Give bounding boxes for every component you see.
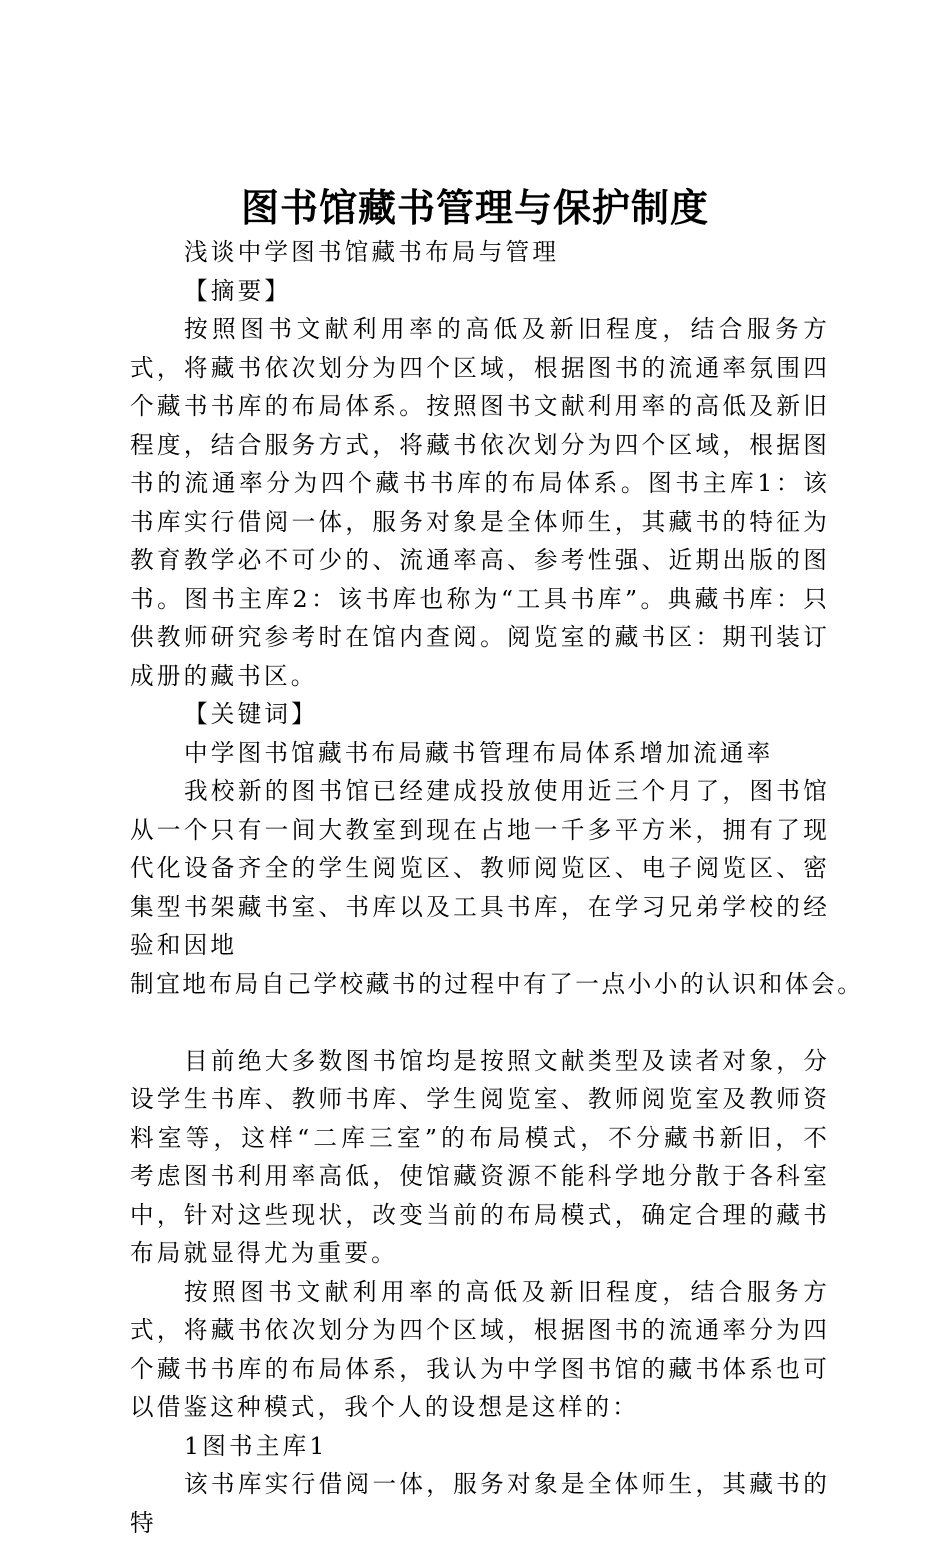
article-subtitle: 浅谈中学图书馆藏书布局与管理 — [184, 238, 560, 266]
intro-paragraph-last-line: 制宜地布局自己学校藏书的过程中有了一点小小的认识和体会。 — [130, 969, 864, 998]
document-body — [130, 233, 864, 1542]
blank-line — [130, 1003, 830, 1042]
abstract-heading: 【摘要】 — [184, 276, 292, 305]
abstract-paragraph: 按照图书文献利用率的高低及新旧程度，结合服务方式，将藏书依次划分为四个区域，根据图书的流通率氛围四个藏书书库的布局体系。按照图书文献利用率的高低及新旧程度，结合服务方式，将藏书依次划分为四个区域，根据图书的流通率分为四个藏书书库的布局体系。图书主库1：该书库实行借阅一体，服务对象是全体师生，其藏书的特征为教育教学必不可少的、流通率高、参考性强、近期出版的图书。图书主库2：该书库也称为“工具书库”。典藏书库：只供教师研究参考时在馆内查阅。阅览室的藏书区：期刊装订成册的藏书区。 — [130, 315, 830, 690]
keywords-paragraph: 中学图书馆藏书布局藏书管理布局体系增加流通率 — [184, 738, 774, 767]
keywords-heading: 【关键词】 — [184, 700, 318, 728]
intro-paragraph: 我校新的图书馆已经建成投放使用近三个月了，图书馆从一个只有一间大教室到现在占地一千多平方米，拥有了现代化设备齐全的学生阅览区、教师阅览区、电子阅览区、密集型书架藏书室、书库以及工具书库，在学习兄弟学校的经验和因地 — [130, 777, 830, 959]
document-title: 图书馆藏书管理与保护制度 — [240, 185, 709, 230]
proposal-paragraph: 按照图书文献利用率的高低及新旧程度，结合服务方式，将藏书依次划分为四个区域，根据图书的流通率分为四个藏书书库的布局体系，我认为中学图书馆的藏书体系也可以借鉴这种模式，我个人的设想是这样的： — [130, 1277, 830, 1421]
current-situation-paragraph: 目前绝大多数图书馆均是按照文献类型及读者对象，分设学生书库、教师书库、学生阅览室、教师阅览室及教师资料室等，这样“二库三室”的布局模式，不分藏书新旧，不考虑图书利用率高低，使馆藏资源不能科学地分散于各科室中，针对这些现状，改变当前的布局模式，确定合理的藏书布局就显得尤为重要。 — [130, 1046, 830, 1267]
section-heading: 1图书主库1 — [184, 1431, 328, 1460]
section-paragraph: 该书库实行借阅一体，服务对象是全体师生，其藏书的特 — [130, 1470, 830, 1537]
